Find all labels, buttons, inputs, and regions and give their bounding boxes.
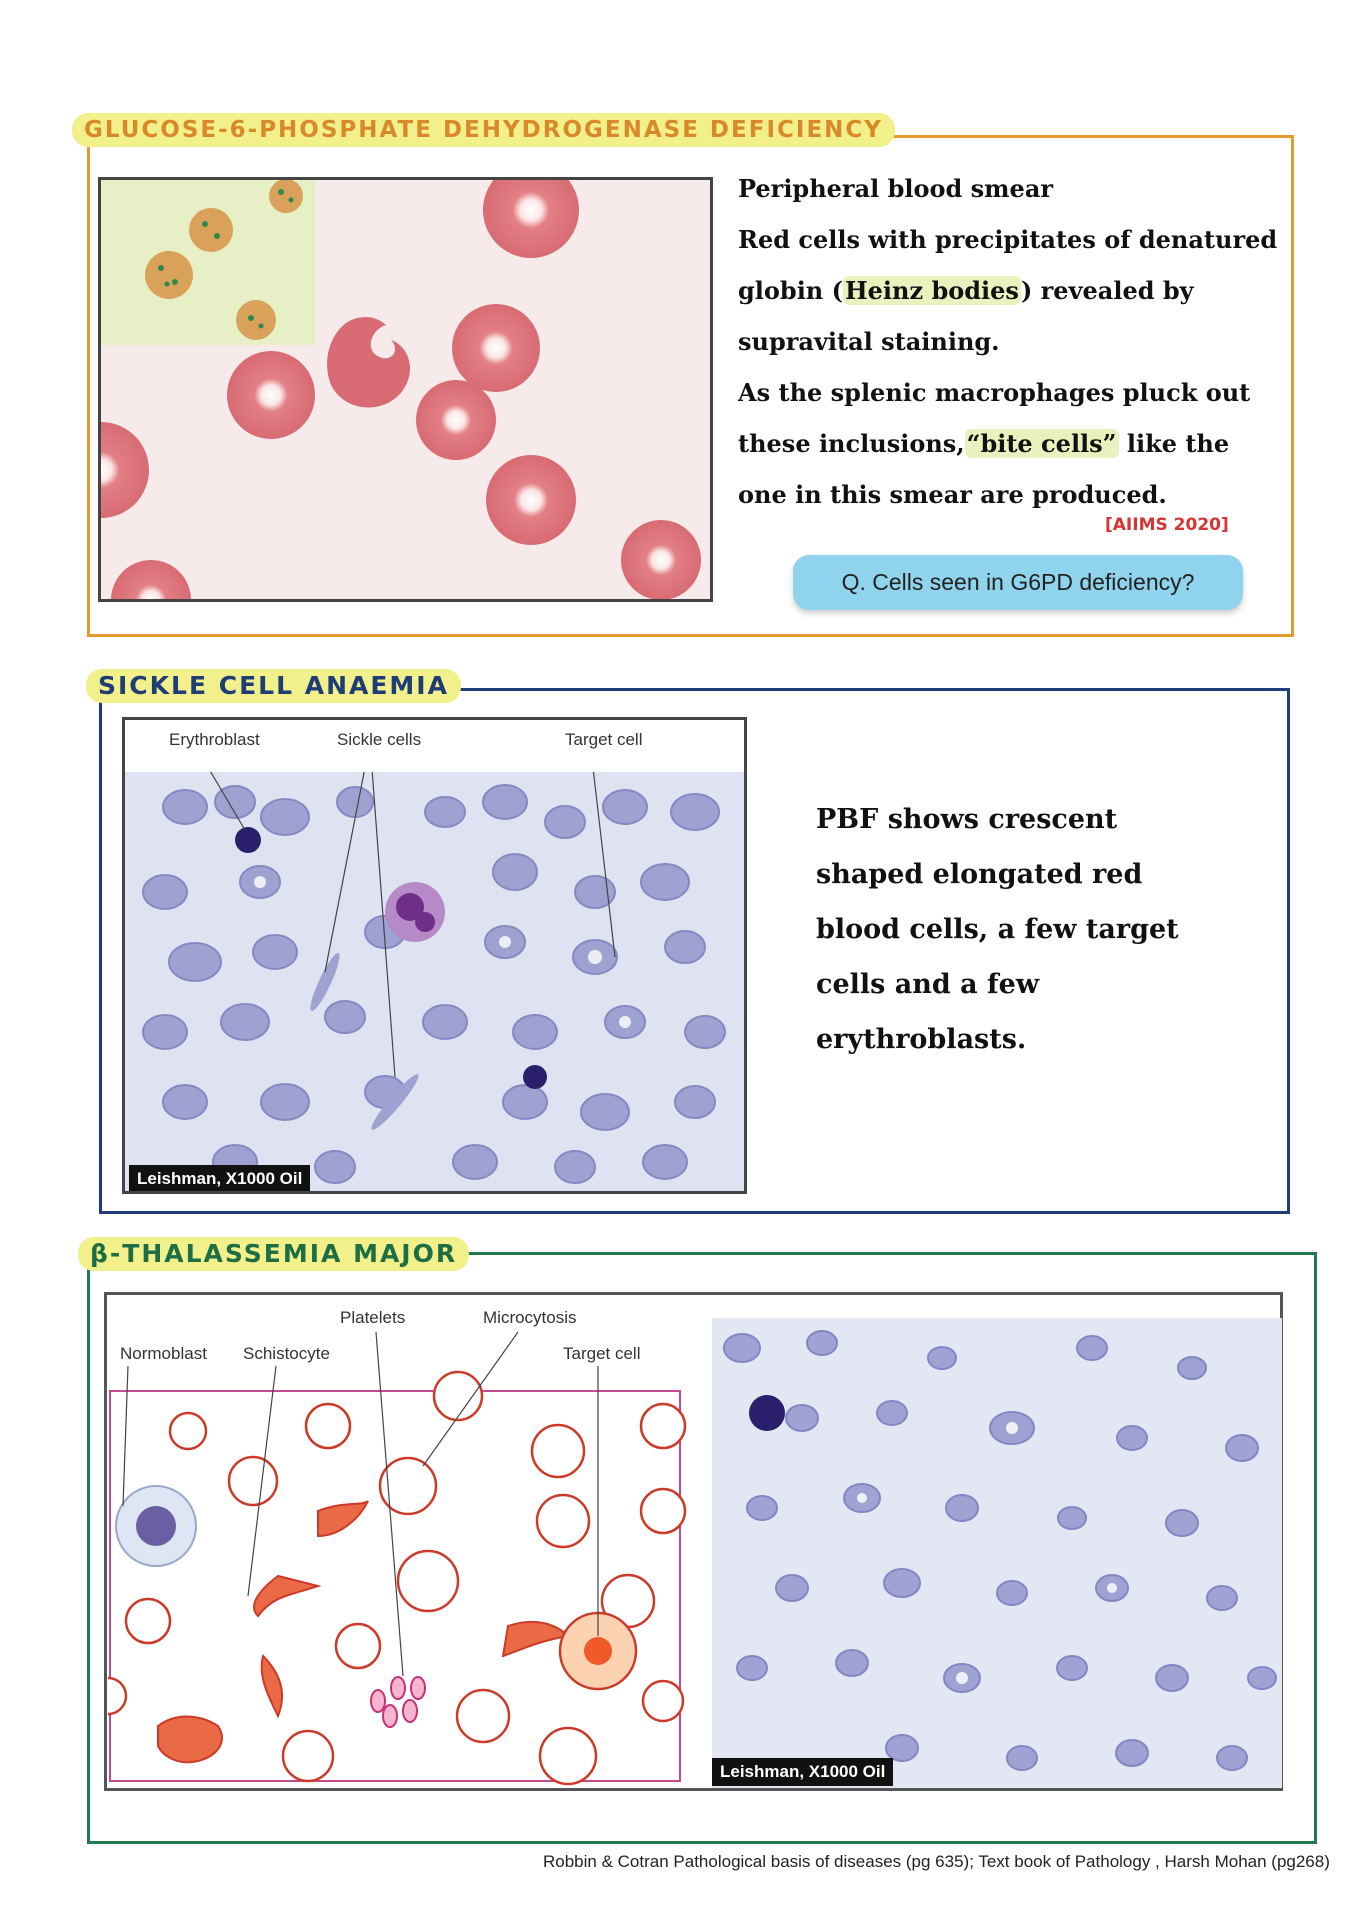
question-bubble[interactable]: Q. Cells seen in G6PD deficiency? [793,555,1243,610]
thal-smear-image [712,1318,1282,1788]
sickle-cells-label: Sickle cells [337,730,422,749]
g6pd-heading: GLUCOSE-6-PHOSPHATE DEHYDROGENASE DEFICIENCY [72,113,895,147]
erythroblast [523,1065,547,1089]
platelets-label: Platelets [340,1308,406,1327]
thal-stain-caption: Leishman, X1000 Oil [712,1758,893,1786]
erythroblast-label: Erythroblast [169,730,260,749]
footer-reference: Robbin & Cotran Pathological basis of diseases (pg 635); Text book of Pathology , Harsh Mohan (pg268) [543,1852,1330,1871]
normoblast [749,1395,785,1431]
g6pd-notes-paragraph-2: As the splenic macrophages pluck out these inclusions,“bite cells” like the one in this smear are produced. [738,378,1251,509]
schistocyte-label: Schistocyte [243,1344,330,1363]
target-cell-label: Target cell [565,730,643,749]
thal-target-cell-label: Target cell [563,1344,641,1363]
microcytosis-label: Microcytosis [483,1308,577,1327]
erythroblast [235,827,261,853]
sickle-description: PBF shows crescent shaped elongated red blood cells, a few target cells and a few erythroblasts. [816,804,1179,1055]
thal-heading: β-THALASSEMIA MAJOR [78,1237,469,1271]
g6pd-smear-image [98,177,713,602]
sickle-heading: SICKLE CELL ANAEMIA [86,669,461,703]
rbc [416,380,496,460]
g6pd-notes-paragraph-1: Red cells with precipitates of denatured globin (Heinz bodies) revealed by supravital staining. [738,225,1278,356]
g6pd-notes [738,163,1278,520]
sickle-stain-caption: Leishman, X1000 Oil [129,1165,310,1193]
bite-cells-highlight: “bite cells” [966,429,1117,458]
rbc [486,455,576,545]
exam-tag: [AIIMS 2020] [1105,515,1229,535]
g6pd-notes-title: Peripheral blood smear [738,174,1054,203]
normoblast-label: Normoblast [120,1344,207,1363]
rbc [452,304,540,392]
thal-diagram [108,1296,688,1786]
rbc [227,351,315,439]
heinz-bodies-highlight: Heinz bodies [844,276,1019,305]
rbc [621,520,701,599]
sickle-smear-image [122,717,747,1194]
